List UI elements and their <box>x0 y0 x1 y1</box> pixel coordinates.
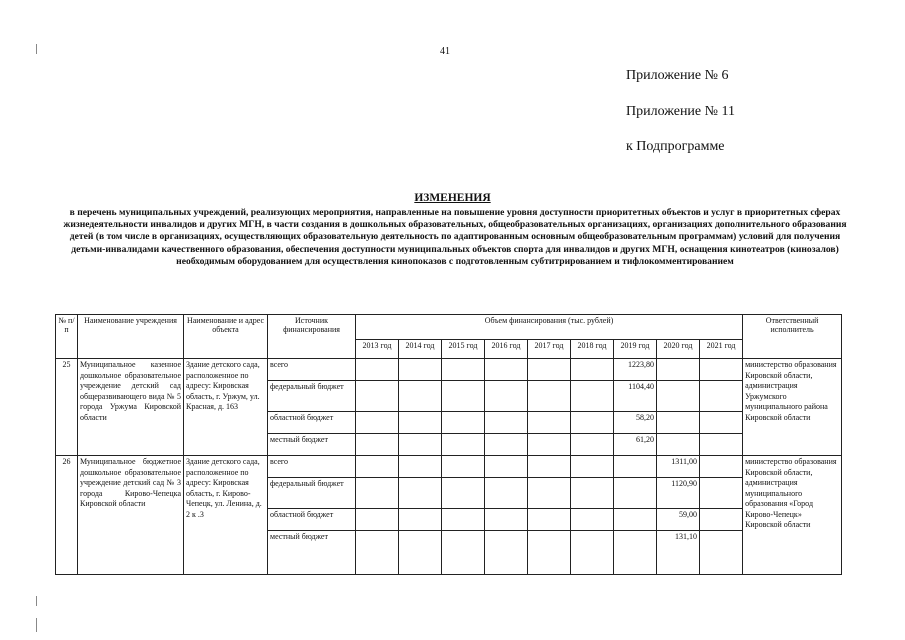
binding-mark-bottom <box>36 596 37 606</box>
funding-value <box>356 509 399 531</box>
funding-source: федеральный бюджет <box>268 381 356 412</box>
funding-source: областной бюджет <box>268 509 356 531</box>
funding-value <box>399 434 442 456</box>
header-year: 2015 год <box>442 340 485 359</box>
funding-value <box>399 456 442 478</box>
funding-value <box>700 478 743 509</box>
funding-value <box>614 531 657 575</box>
funding-value <box>614 456 657 478</box>
document-subtitle: в перечень муниципальных учреждений, реализующих мероприятия, направленные на повышение уровня доступности приоритетных объектов и услуг в приоритетных сферах жизнедеятельности инвалидов и других МГН, в части создания в дошкольных образовательных, общеобразовательных организациях, организациях дополнительного образования детей (в том числе в организациях, осуществляющих образовательную деятельность по адаптированным основным общеобразовательным программам) условий для получения детьми-инвалидами качественного образования, обеспечения доступности муниципальных объектов спорта для инвалидов и других МГН, оснащения кинотеатров (кинозалов) необходимым оборудованием для осуществления кинопоказов с подготовленным субтитрированием и тифлокомментированием <box>63 207 847 267</box>
funding-value <box>442 434 485 456</box>
funding-value <box>528 381 571 412</box>
funding-value <box>485 412 528 434</box>
header-year: 2019 год <box>614 340 657 359</box>
header-year: 2018 год <box>571 340 614 359</box>
responsible-executor: министерство образования Кировской области, администрация муниципального образования «Город Кирово-Чепецк» Кировской области <box>743 456 842 575</box>
header-year: 2016 год <box>485 340 528 359</box>
funding-value <box>356 359 399 381</box>
funding-value <box>356 531 399 575</box>
appendix-line-1: Приложение № 6 <box>626 68 729 83</box>
funding-value <box>700 531 743 575</box>
funding-source: федеральный бюджет <box>268 478 356 509</box>
object-address: Здание детского сада, расположенное по адресу: Кировская область, г. Уржум, ул. Красная, д. 163 <box>184 359 268 456</box>
funding-value <box>356 478 399 509</box>
funding-value <box>485 381 528 412</box>
financing-table <box>55 314 842 575</box>
funding-value <box>399 531 442 575</box>
funding-value: 1311,00 <box>657 456 700 478</box>
page-number: 41 <box>440 46 450 57</box>
funding-value <box>442 509 485 531</box>
funding-value: 61,20 <box>614 434 657 456</box>
funding-source: местный бюджет <box>268 531 356 575</box>
responsible-executor: министерство образования Кировской области, администрация Уржумского муниципального района Кировской области <box>743 359 842 456</box>
funding-value <box>442 381 485 412</box>
header-volume: Объем финансирования (тыс. рублей) <box>356 315 743 340</box>
row-number: 25 <box>56 359 78 456</box>
funding-source: всего <box>268 456 356 478</box>
funding-value <box>356 381 399 412</box>
funding-value <box>700 434 743 456</box>
header-executor: Ответственный исполнитель <box>743 315 842 359</box>
funding-value: 1223,80 <box>614 359 657 381</box>
funding-value <box>700 509 743 531</box>
funding-value: 131,10 <box>657 531 700 575</box>
institution-name: Муниципальное казенное дошкольное образовательное учреждение детский сад общеразвивающего вида № 5 города Уржума Кировской области <box>78 359 184 456</box>
funding-value <box>485 434 528 456</box>
funding-source: всего <box>268 359 356 381</box>
funding-value <box>700 456 743 478</box>
header-year: 2021 год <box>700 340 743 359</box>
funding-value <box>571 434 614 456</box>
funding-value <box>657 412 700 434</box>
funding-value <box>356 434 399 456</box>
funding-value <box>442 456 485 478</box>
funding-value <box>571 509 614 531</box>
funding-value <box>442 478 485 509</box>
object-address: Здание детского сада, расположенное по адресу: Кировская область, г. Кирово-Чепецк, ул. Ленина, д. 2 к .3 <box>184 456 268 575</box>
institution-name: Муниципальное бюджетное дошкольное образовательное учреждение детский сад № 3 города Кирово-Чепецка Кировской области <box>78 456 184 575</box>
header-institution: Наименование учреждения <box>78 315 184 359</box>
header-year: 2013 год <box>356 340 399 359</box>
header-year: 2014 год <box>399 340 442 359</box>
funding-value <box>528 434 571 456</box>
funding-value <box>571 456 614 478</box>
funding-value <box>528 478 571 509</box>
funding-value: 1120,90 <box>657 478 700 509</box>
funding-value <box>399 359 442 381</box>
funding-value <box>657 381 700 412</box>
header-year: 2020 год <box>657 340 700 359</box>
funding-value <box>399 478 442 509</box>
funding-value <box>657 359 700 381</box>
binding-mark-corner <box>36 618 37 632</box>
header-year: 2017 год <box>528 340 571 359</box>
funding-value <box>700 412 743 434</box>
funding-value <box>485 456 528 478</box>
funding-value <box>614 509 657 531</box>
binding-mark-top <box>36 44 37 54</box>
header-source: Источник финансирования <box>268 315 356 359</box>
funding-value <box>657 434 700 456</box>
funding-value: 58,20 <box>614 412 657 434</box>
funding-value <box>485 509 528 531</box>
funding-value <box>356 456 399 478</box>
funding-value <box>528 509 571 531</box>
funding-value <box>571 478 614 509</box>
funding-value <box>571 531 614 575</box>
funding-source: местный бюджет <box>268 434 356 456</box>
funding-value <box>485 531 528 575</box>
funding-value: 1104,40 <box>614 381 657 412</box>
funding-value <box>442 412 485 434</box>
funding-value <box>614 478 657 509</box>
funding-value <box>485 478 528 509</box>
header-num: № п/п <box>56 315 78 359</box>
funding-value <box>571 412 614 434</box>
funding-value <box>528 531 571 575</box>
funding-source: областной бюджет <box>268 412 356 434</box>
funding-value <box>399 381 442 412</box>
funding-value <box>485 359 528 381</box>
funding-value <box>528 456 571 478</box>
funding-value <box>700 359 743 381</box>
funding-value <box>442 359 485 381</box>
appendix-line-3: к Подпрограмме <box>626 139 725 154</box>
header-object: Наименование и адрес объекта <box>184 315 268 359</box>
funding-value <box>356 412 399 434</box>
document-title: ИЗМЕНЕНИЯ <box>414 192 491 204</box>
funding-value <box>700 381 743 412</box>
funding-value <box>399 509 442 531</box>
funding-value <box>571 359 614 381</box>
row-number: 26 <box>56 456 78 575</box>
funding-value <box>399 412 442 434</box>
funding-value: 59,00 <box>657 509 700 531</box>
funding-value <box>528 359 571 381</box>
funding-value <box>571 381 614 412</box>
funding-value <box>528 412 571 434</box>
appendix-line-2: Приложение № 11 <box>626 104 735 119</box>
funding-value <box>442 531 485 575</box>
